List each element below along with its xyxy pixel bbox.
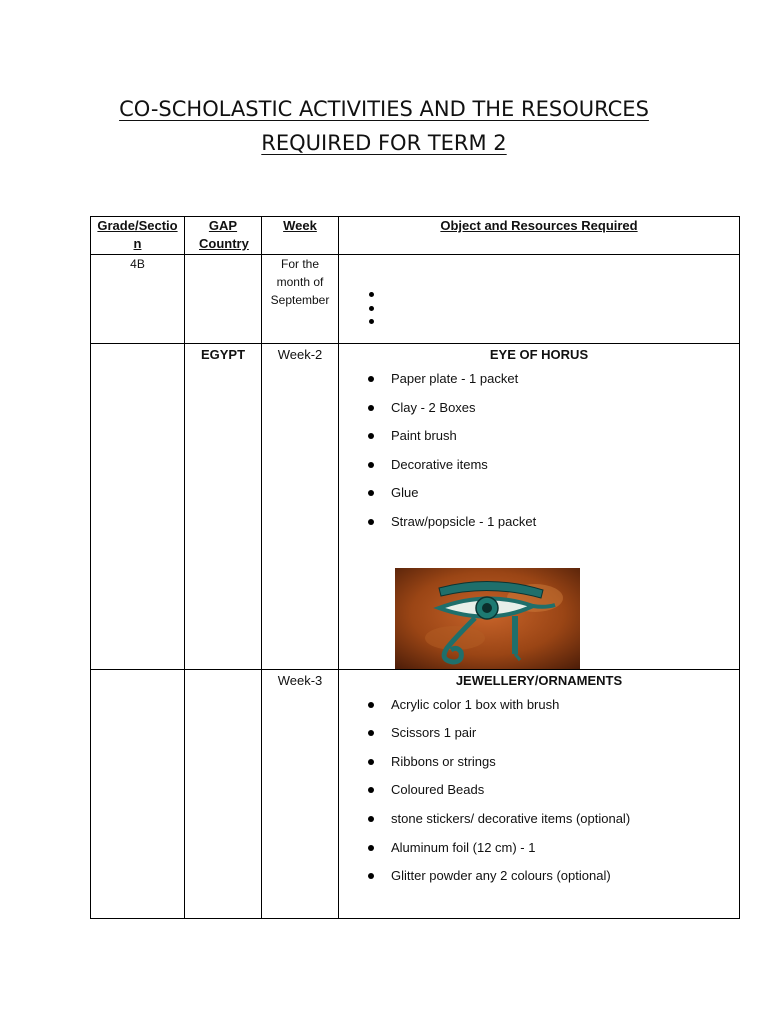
list-item: Paint brush — [368, 427, 739, 456]
header-gap-country: GAP Country — [185, 217, 262, 255]
header-grade-section: Grade/Section — [91, 217, 185, 255]
list-item: Ribbons or strings — [368, 753, 739, 782]
list-item: stone stickers/ decorative items (optional) — [368, 810, 739, 839]
resources-table — [90, 216, 740, 919]
resource-list — [339, 370, 739, 542]
list-item: Aluminum foil (12 cm) - 1 — [368, 839, 739, 868]
list-item: Decorative items — [368, 456, 739, 485]
cell-week: For the month of September — [262, 255, 339, 344]
cell-grade — [91, 669, 185, 918]
activity-title: EYE OF HORUS — [489, 347, 589, 362]
list-item: Glue — [368, 484, 739, 513]
cell-resources — [339, 255, 740, 344]
table-row — [91, 255, 740, 344]
activity-title: JEWELLERY/ORNAMENTS — [455, 672, 623, 688]
table-row — [91, 669, 740, 918]
list-item: Paper plate - 1 packet — [368, 370, 739, 399]
cell-grade — [91, 344, 185, 670]
header-week: Week — [262, 217, 339, 255]
table-row — [91, 344, 740, 670]
cell-country: EGYPT — [185, 344, 262, 670]
resource-list — [339, 696, 739, 896]
cell-grade: 4B — [91, 255, 185, 344]
table-header-row — [91, 217, 740, 255]
cell-week: Week-3 — [262, 669, 339, 918]
list-item — [368, 289, 739, 303]
cell-country — [185, 255, 262, 344]
empty-bullet-list — [339, 255, 739, 330]
list-item: Scissors 1 pair — [368, 724, 739, 753]
cell-country — [185, 669, 262, 918]
list-item: Glitter powder any 2 colours (optional) — [368, 867, 739, 896]
page-title-line-1: CO-SCHOLASTIC ACTIVITIES AND THE RESOURCES — [119, 97, 649, 121]
list-item — [368, 303, 739, 317]
cell-week: Week-2 — [262, 344, 339, 670]
page-title-line-2: REQUIRED FOR TERM 2 — [261, 131, 507, 155]
eye-of-horus-image — [395, 568, 580, 669]
cell-resources — [339, 669, 740, 918]
list-item: Coloured Beads — [368, 781, 739, 810]
list-item — [368, 316, 739, 330]
list-item: Acrylic color 1 box with brush — [368, 696, 739, 725]
header-resources: Object and Resources Required — [339, 217, 740, 255]
cell-resources — [339, 344, 740, 670]
list-item: Clay - 2 Boxes — [368, 399, 739, 428]
list-item: Straw/popsicle - 1 packet — [368, 513, 739, 542]
